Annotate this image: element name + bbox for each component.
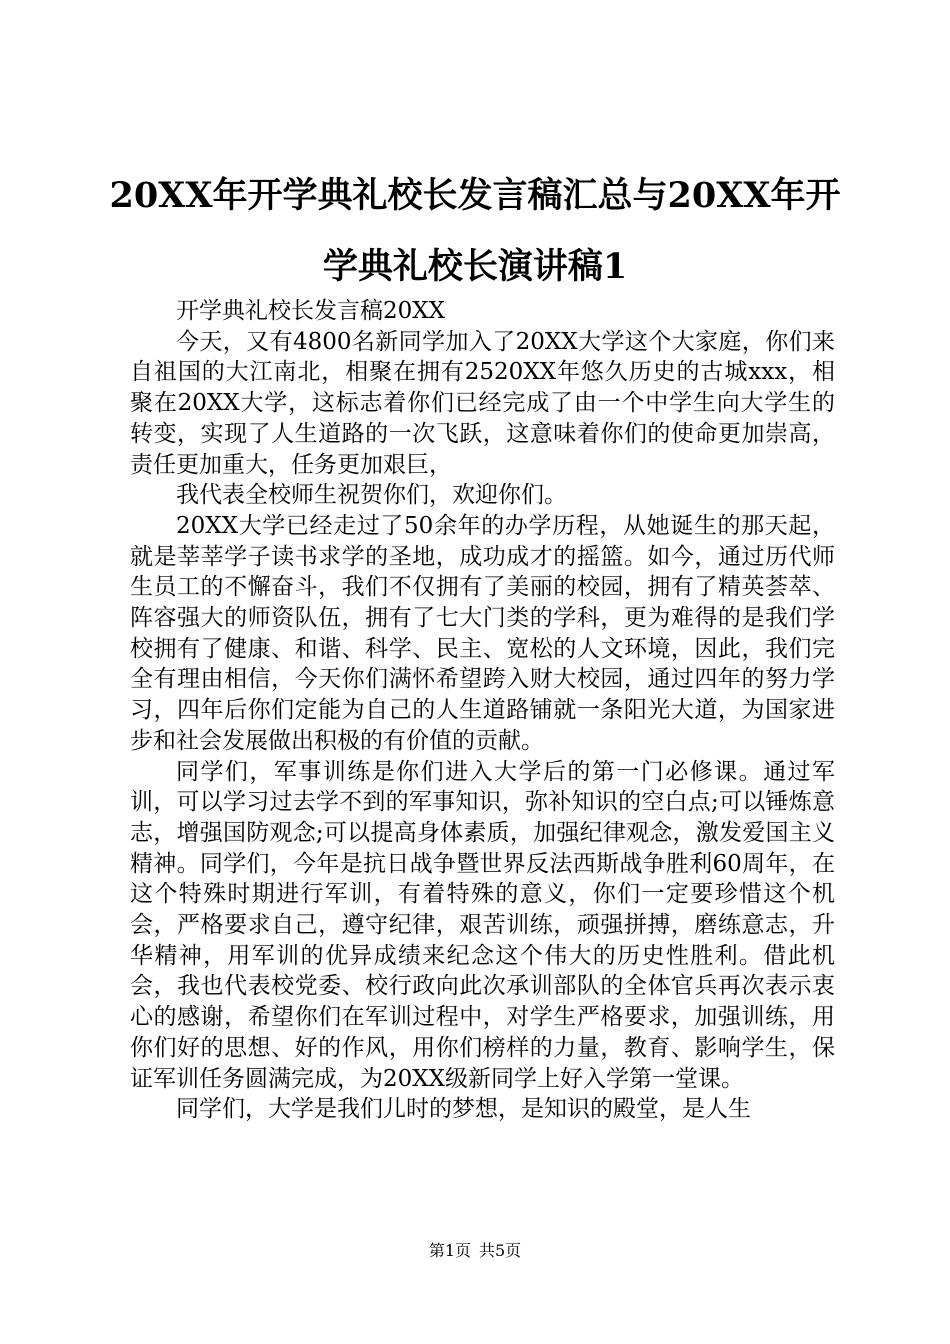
- paragraph-university-dream: 同学们，大学是我们儿时的梦想，是知识的殿堂，是人生: [176, 1096, 751, 1123]
- paragraph-welcome: 今天，又有4800名新同学加入了20XX大学这个大家庭，你们来自祖国的大江南北，相聚在拥有2520XX年悠久历史的古城xxx，相聚在20XX大学，这标志着你们已经完成了由一个中学生向大学生的转变，实现了人生道路的一次飞跃，这意味着你们的使命更加崇高，责任更加重大，任务更加艰巨，: [130, 328, 835, 478]
- document-body: [130, 296, 835, 1125]
- paragraph-subtitle: 开学典礼校长发言稿20XX: [176, 298, 446, 324]
- paragraph-military-training: 同学们，军事训练是你们进入大学后的第一门必修课。通过军训，可以学习过去学不到的军事知识，弥补知识的空白点;可以锤炼意志，增强国防观念;可以提高身体素质，加强纪律观念，激发爱国主义精神。同学们，今年是抗日战争暨世界反法西斯战争胜利60周年，在这个特殊时期进行军训，有着特殊的意义，你们一定要珍惜这个机会，严格要求自己，遵守纪律，艰苦训练，顽强拼搏，磨练意志，升华精神，用军训的优异成绩来纪念这个伟大的历史性胜利。借此机会，我也代表校党委、校行政向此次承训部队的全体官兵再次表示衷心的感谢，希望你们在军训过程中，对学生严格要求，加强训练，用你们好的思想、好的作风，用你们榜样的力量，教育、影响学生，保证军训任务圆满完成，为20XX级新同学上好入学第一堂课。: [130, 758, 835, 1092]
- page-total: 共5页: [479, 1241, 522, 1260]
- paragraph-congratulations: 我代表全校师生祝贺你们，欢迎你们。: [176, 482, 567, 509]
- page-footer: [0, 1240, 950, 1262]
- page-number: 第1页: [428, 1241, 471, 1260]
- document-title: 20XX年开学典礼校长发言稿汇总与20XX年开学典礼校长演讲稿1: [109, 175, 841, 287]
- paragraph-university-history: 20XX大学已经走过了50余年的办学历程，从她诞生的那天起，就是莘莘学子读书求学的圣地，成功成才的摇篮。如今，通过历代师生员工的不懈奋斗，我们不仅拥有了美丽的校园，拥有了精英荟萃、阵容强大的师资队伍，拥有了七大门类的学科，更为难得的是我们学校拥有了健康、和谐、科学、民主、宽松的人文环境，因此，我们完全有理由相信，今天你们满怀希望跨入财大校园，通过四年的努力学习，四年后你们定能为自己的人生道路铺就一条阳光大道，为国家进步和社会发展做出积极的有价值的贡献。: [130, 512, 835, 754]
